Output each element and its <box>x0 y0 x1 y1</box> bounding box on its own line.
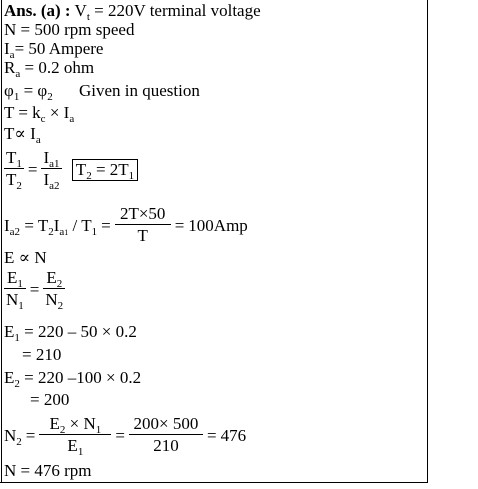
line-e1-result: = 210 <box>22 345 62 364</box>
current-fraction: $\frac{I_{a1}}{I_{a2}}$ <box>43 148 60 192</box>
line-flux: $\varphi_1 = \varphi_2$ Given in question <box>4 81 200 103</box>
line-torque-prop: $T\propto I_a$ <box>4 124 41 146</box>
line-current: $I_a= 50$ Ampere <box>4 39 104 61</box>
eq-n2: $N_2$ = $\frac{E_2 \times N_1}{E_1}$ = $\frac{200\times 500}{210}$ = 476 <box>4 414 247 458</box>
line-e2-result: = 200 <box>30 390 70 409</box>
boxed-result: $T_2 = 2T_1$ <box>72 159 138 181</box>
line-terminal-voltage: Ans. (a) : $V_t = 220V$ terminal voltage <box>4 1 261 23</box>
answer-label: Ans. (a) : <box>4 1 71 20</box>
line-emf-prop: E ∝ N <box>4 248 47 267</box>
answer-box-left-border <box>1 0 2 482</box>
line-e2: $E_2 = 220$ –100 × 0.2 <box>4 368 142 390</box>
torque-fraction: $\frac{T_1}{T_2}$ <box>6 148 22 192</box>
ia2-fraction: $\frac{2T\times 50}{T}$ <box>115 204 171 247</box>
line-speed: N = 500 rpm speed <box>4 20 135 39</box>
line-torque-eq: $T = k_c \times I_a$ <box>4 103 75 125</box>
line-resistance: $R_a = 0.2$ ohm <box>4 58 95 80</box>
eq-ia2: $I_{a2} = T_2I_{a1} / T_1$ = $\frac{2T\times 50}{T}$ = 100Amp <box>4 204 248 245</box>
line-final-answer: N = 476 rpm <box>4 461 92 480</box>
given-note: Given in question <box>78 81 200 100</box>
eq-torque-ratio: $\frac{T_1}{T_2}$ = $\frac{I_{a1}}{I_{a2}}$ $T_2 = 2T_1$ <box>4 148 138 191</box>
line-e1: $E_1 = 220 - 50 \times 0.2$ <box>4 322 137 344</box>
eq-emf-ratio: $\frac{E_1}{N_1}$ = $\frac{E_2}{N_2}$ <box>6 268 64 312</box>
